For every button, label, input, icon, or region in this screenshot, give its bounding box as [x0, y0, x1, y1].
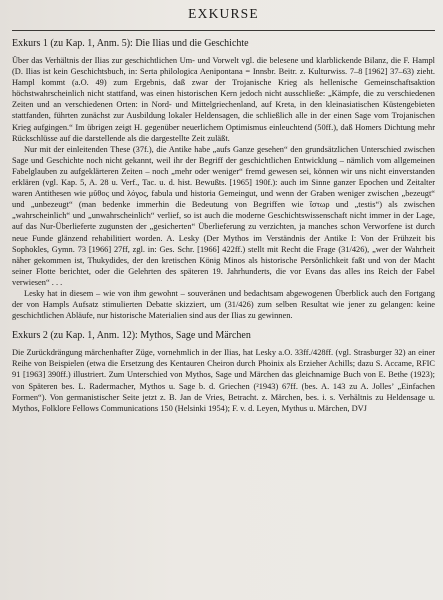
exkurs-1-section [12, 37, 435, 321]
header-rule [12, 30, 435, 31]
running-title: EXKURSE [188, 6, 259, 21]
exkurs-1-title: Exkurs 1 (zu Kap. 1, Anm. 5): Die Ilias und die Geschichte [12, 38, 249, 49]
exkurs-1-paragraph-3: Lesky hat in diesem – wie von ihm gewohnt – souveränen und bedachtsam abgewogenen Überblick auch den Fortgang der von Hampls Aufsatz stimulierten Debatte skizziert, um (31/426) zum selben Resultat wie jener zu gelangen: keine geschichtlichen Abläufe, nur historische Materialien sind aus der Ilias zu gewinnen. [12, 288, 435, 321]
exkurs-2-section [12, 329, 435, 414]
exkurs-1-paragraph-1: Über das Verhältnis der Ilias zur geschichtlichen Um- und Vorwelt vgl. die belesene und klarblickende Bilanz, die F. Hampl (D. Ilias ist kein Geschichtsbuch, in: Serta philologica Aenipontana = Innsbr. Beitr. z. Kulturwiss. 7–8 [1962] 37–63) zieht. Hampl kommt (a.O. 49) zum Ergebnis, daß zwar der Trojanische Krieg als hellenische Gemeinschaftsaktion höchstwahrscheinlich nicht stattfand, was einen historischen Kern jedoch nicht ausschließe: „Kämpfe, die zu verschiedenen Zeiten und an verschiedenen Orten: in Nord- und Mittelgriechenland, auf Kreta, in den kleinasiatischen Küstengebieten stattfanden, führten zunächst zur Ausbildung lokaler Heldensagen, die schließlich alle in der einen Sage vom Trojanischen Krieg aufgingen.“ Im übrigen zeigt H. gegenüber neuerlichem Optimismus einleuchtend (50ff.), daß Homers Dichtung mehr Rückschlüsse auf die darstellende als die dargestellte Zeit zuläßt. [12, 56, 435, 143]
exkurs-1-paragraph-2: Nur mit der einleitenden These (37f.), die Antike habe „aufs Ganze gesehen“ den grundsätzlichen Unterschied zwischen Sage und Geschichte noch nicht gekannt, weil ihr der Begriff der geschichtlichen Entwicklung – nämlich vom allgemeinen Fabelglauben zu aufgeklärteren Zeiten – noch „mehr oder weniger“ fremd gewesen sei, können wir uns nicht einverstanden erklären (vgl. Kap. 5, A. 28 u. Verf., Tac. u. d. hist. Bewußts. [1965] 190f.): auch im Sinne ganzer Epochen und Zeitalter waren Antithesen wie μῦθος und λόγος, fabula und historia Gemeingut, und wenn der Graben weniger zwischen „bezeugt“ und „unbezeugt“ (man bedenke immerhin die Bedeutung von Begriffen wie ἵστωρ und „testis“) als zwischen „wahrscheinlich“ und „unwahrscheinlich“ verlief, so ist auch die moderne Geschichtswissenschaft nicht immer in der Lage, auf das Nur-Überlieferte zugunsten der „gesicherten“ Überlieferung zu verzichten, ja manches schon Verworfene ist durch neue Funde glänzend rehabilitiert worden. A. Lesky (Der Mythos im Verständnis der Antike I: Von der Frühzeit bis Sophokles, Gymn. 73 [1966] 27ff, zgl. in: Ges. Schr. [1966] 422ff.) stellt mit Recht die Frage (31/426), „wer der Wahrheit näher gekommen ist, Thukydides, der den kretischen König Minos als historische Persönlichkeit faßt und von der Macht seiner Flotte berichtet, oder die Gelehrten des späteren 19. Jahrhunderts, die vor Evans das alles ins Reich der Fabel verwiesen“ . . . [12, 144, 435, 287]
exkurs-2-title: Exkurs 2 (zu Kap. 1, Anm. 12): Mythos, Sage und Märchen [12, 330, 251, 342]
exkurs-2-paragraph-1: Die Zurückdrängung märchenhafter Züge, vornehmlich in der Ilias, hat Lesky a.O. 33ff./428ff. (vgl. Strasburger 32) an einer Reihe von Beispielen (etwa die Ersetzung des Kentauren Cheiron durch Phoinix als Erzieher Achills; dazu S. Accame, RFIC 91 [1963] 390ff.) illustriert. Zum Unterschied von Mythos, Sage und Märchen das gleichnamige Buch von E. Bethe (1923); von Späteren bes. L. Radermacher, Mythos u. Sage b. d. Griechen (²1943) 67ff. (bes. A. 143 zu A. Jolles’ „Einfachen Formen“). Von germanistischer Seite jetzt z. B. Jan de Vries, Betracht. z. Märchen, bes. i. s. Verhältnis zu Heldensage u. Mythos, Folklore Fellows Communications 150 (Helsinki 1954); F. v. d. Leyen, Mythus u. Märchen, DVJ [12, 348, 435, 413]
